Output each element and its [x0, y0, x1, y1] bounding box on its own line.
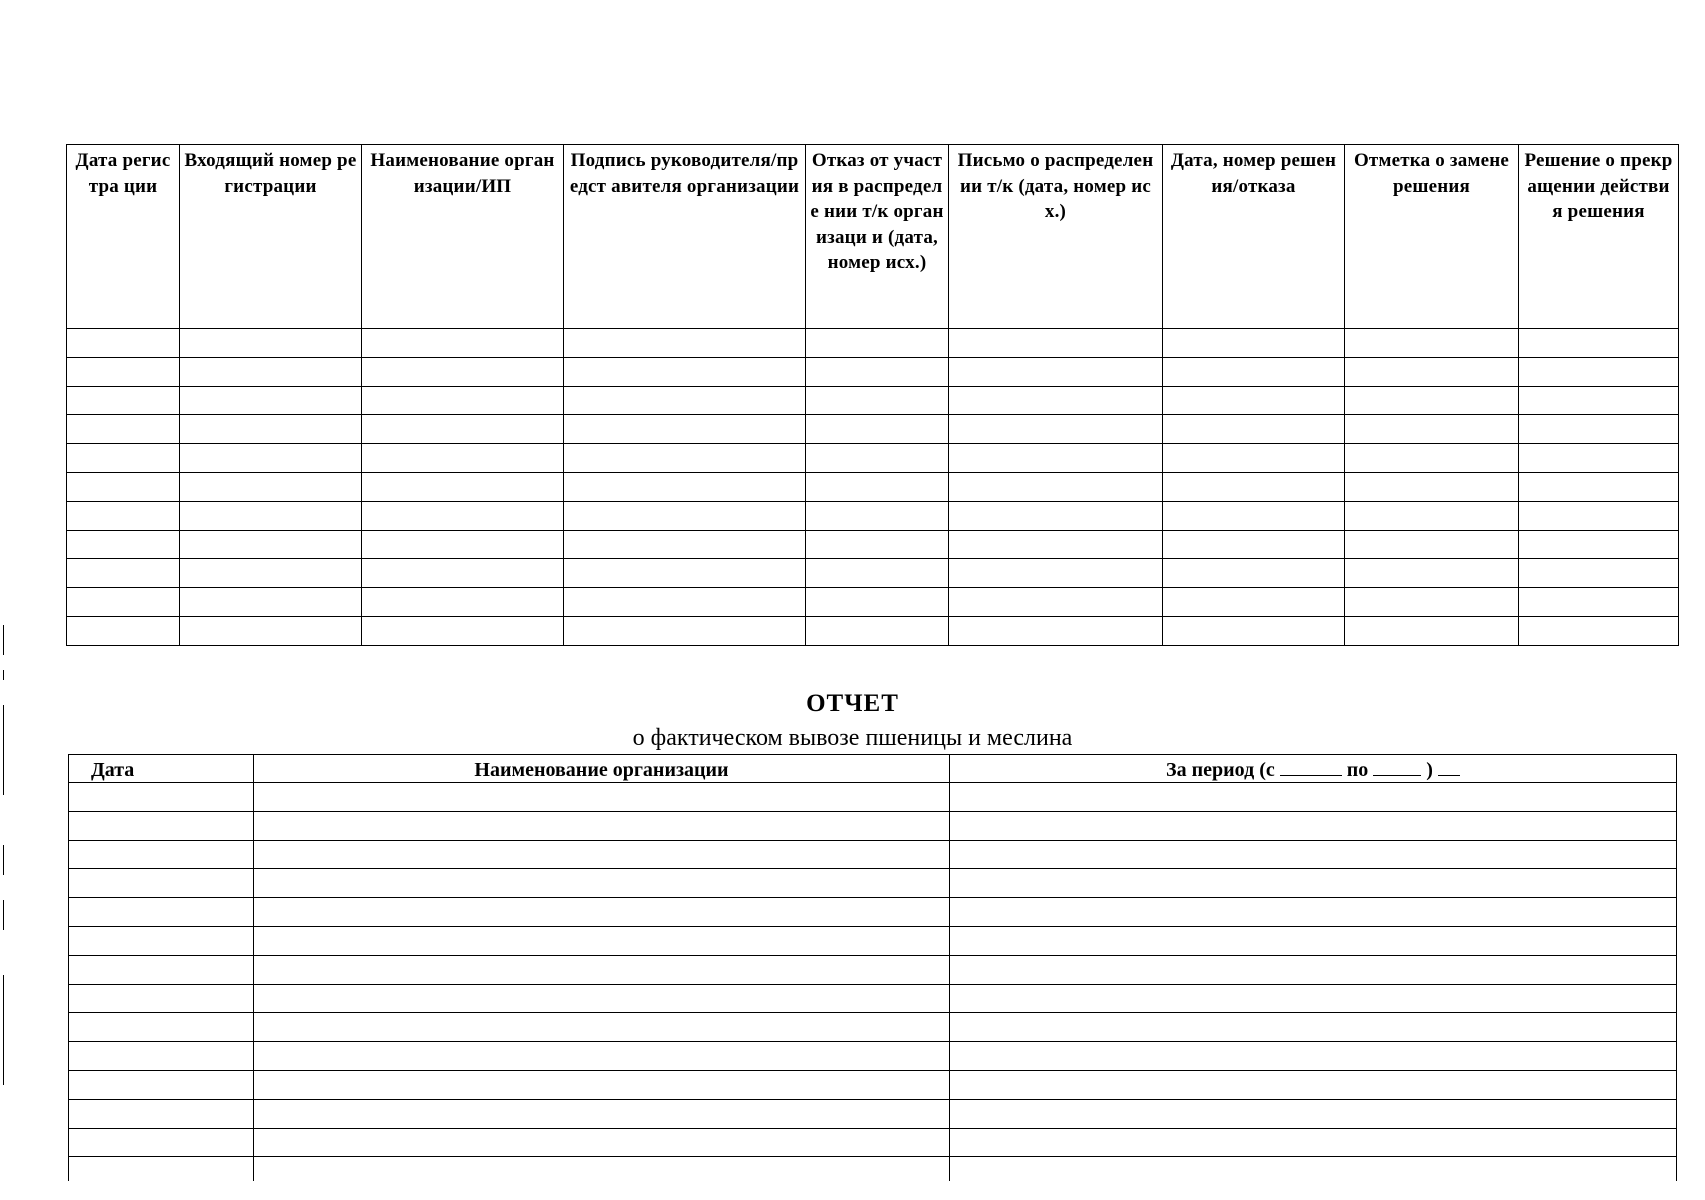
empty-cell	[806, 472, 949, 501]
empty-cell	[950, 926, 1677, 955]
empty-cell	[949, 357, 1163, 386]
scan-margin-mark	[3, 625, 4, 655]
registration-col-header: Отказ от участия в распределе нии т/к организаци и (дата, номер исх.)	[806, 145, 949, 329]
empty-cell	[950, 783, 1677, 812]
empty-cell	[362, 415, 564, 444]
table-row	[69, 869, 1677, 898]
empty-cell	[806, 386, 949, 415]
empty-cell	[1163, 357, 1345, 386]
empty-cell	[949, 588, 1163, 617]
empty-cell	[806, 357, 949, 386]
empty-cell	[362, 357, 564, 386]
empty-cell	[1345, 530, 1519, 559]
table-row	[67, 329, 1679, 358]
empty-cell	[564, 559, 806, 588]
table-row	[69, 1013, 1677, 1042]
table-row	[67, 616, 1679, 645]
empty-cell	[180, 559, 362, 588]
empty-cell	[950, 1157, 1677, 1182]
empty-cell	[67, 329, 180, 358]
period-to-blank	[1373, 757, 1421, 776]
empty-cell	[67, 444, 180, 473]
empty-cell	[69, 783, 254, 812]
scan-margin-mark	[3, 670, 4, 680]
empty-cell	[1163, 616, 1345, 645]
empty-cell	[1519, 559, 1679, 588]
registration-col-header: Решение о прекращении действия решения	[1519, 145, 1679, 329]
table-row	[67, 415, 1679, 444]
empty-cell	[564, 329, 806, 358]
table-row	[67, 386, 1679, 415]
table-row	[69, 1042, 1677, 1071]
table-row	[69, 955, 1677, 984]
empty-cell	[67, 472, 180, 501]
empty-cell	[949, 616, 1163, 645]
empty-cell	[1519, 415, 1679, 444]
empty-cell	[254, 1157, 950, 1182]
empty-cell	[254, 1099, 950, 1128]
empty-cell	[67, 357, 180, 386]
empty-cell	[254, 926, 950, 955]
table-row	[67, 472, 1679, 501]
empty-cell	[362, 329, 564, 358]
empty-cell	[254, 898, 950, 927]
empty-cell	[950, 1070, 1677, 1099]
empty-cell	[806, 329, 949, 358]
report-col-period	[950, 755, 1677, 783]
empty-cell	[564, 386, 806, 415]
empty-cell	[180, 444, 362, 473]
empty-cell	[1163, 444, 1345, 473]
report-table	[68, 754, 1677, 1181]
empty-cell	[180, 357, 362, 386]
registration-col-header: Отметка о замене решения	[1345, 145, 1519, 329]
empty-cell	[949, 329, 1163, 358]
empty-cell	[1345, 559, 1519, 588]
empty-cell	[949, 444, 1163, 473]
empty-cell	[180, 530, 362, 559]
empty-cell	[254, 869, 950, 898]
empty-cell	[1163, 329, 1345, 358]
period-prefix: За период (с	[1166, 759, 1275, 781]
empty-cell	[806, 588, 949, 617]
table-row	[67, 559, 1679, 588]
empty-cell	[1519, 616, 1679, 645]
empty-cell	[949, 472, 1163, 501]
empty-cell	[950, 1099, 1677, 1128]
report-table-body	[69, 783, 1677, 1182]
empty-cell	[950, 1013, 1677, 1042]
report-col-organization: Наименование организации	[254, 755, 950, 783]
empty-cell	[362, 501, 564, 530]
empty-cell	[950, 955, 1677, 984]
empty-cell	[362, 559, 564, 588]
empty-cell	[806, 501, 949, 530]
empty-cell	[806, 559, 949, 588]
empty-cell	[69, 1013, 254, 1042]
empty-cell	[362, 386, 564, 415]
empty-cell	[254, 1070, 950, 1099]
registration-col-header: Дата регистра ции	[67, 145, 180, 329]
empty-cell	[180, 588, 362, 617]
period-middle: по	[1346, 759, 1369, 781]
table-row	[69, 926, 1677, 955]
empty-cell	[1163, 472, 1345, 501]
empty-cell	[69, 840, 254, 869]
empty-cell	[1163, 530, 1345, 559]
empty-cell	[1345, 329, 1519, 358]
report-title: ОТЧЕТ	[806, 690, 899, 717]
empty-cell	[254, 984, 950, 1013]
empty-cell	[950, 898, 1677, 927]
empty-cell	[1345, 588, 1519, 617]
empty-cell	[564, 501, 806, 530]
empty-cell	[254, 811, 950, 840]
empty-cell	[1519, 386, 1679, 415]
empty-cell	[254, 1013, 950, 1042]
empty-cell	[362, 616, 564, 645]
empty-cell	[564, 616, 806, 645]
empty-cell	[254, 783, 950, 812]
empty-cell	[254, 1128, 950, 1157]
empty-cell	[180, 501, 362, 530]
empty-cell	[564, 357, 806, 386]
table-row	[69, 783, 1677, 812]
empty-cell	[362, 530, 564, 559]
empty-cell	[180, 329, 362, 358]
empty-cell	[1519, 472, 1679, 501]
empty-cell	[1345, 501, 1519, 530]
empty-cell	[254, 1042, 950, 1071]
table-row	[69, 811, 1677, 840]
empty-cell	[1519, 329, 1679, 358]
empty-cell	[67, 415, 180, 444]
empty-cell	[949, 386, 1163, 415]
empty-cell	[1345, 444, 1519, 473]
empty-cell	[67, 559, 180, 588]
empty-cell	[949, 501, 1163, 530]
empty-cell	[362, 588, 564, 617]
empty-cell	[564, 415, 806, 444]
empty-cell	[254, 840, 950, 869]
table-row	[69, 984, 1677, 1013]
empty-cell	[950, 1128, 1677, 1157]
registration-col-header: Дата, номер решения/отказа	[1163, 145, 1345, 329]
empty-cell	[1163, 386, 1345, 415]
empty-cell	[67, 616, 180, 645]
empty-cell	[69, 898, 254, 927]
empty-cell	[67, 386, 180, 415]
empty-cell	[950, 811, 1677, 840]
empty-cell	[180, 386, 362, 415]
empty-cell	[1163, 501, 1345, 530]
empty-cell	[1345, 472, 1519, 501]
empty-cell	[67, 588, 180, 617]
scan-margin-mark	[3, 845, 4, 875]
empty-cell	[1163, 588, 1345, 617]
empty-cell	[67, 501, 180, 530]
scan-margin-mark	[3, 900, 4, 930]
registration-col-header: Входящий номер регистрации	[180, 145, 362, 329]
empty-cell	[69, 1128, 254, 1157]
empty-cell	[950, 869, 1677, 898]
empty-cell	[1519, 444, 1679, 473]
report-col-date: Дата	[69, 755, 254, 783]
registration-col-header: Подпись руководителя/предст авителя организации	[564, 145, 806, 329]
empty-cell	[564, 472, 806, 501]
empty-cell	[180, 415, 362, 444]
empty-cell	[564, 530, 806, 559]
table-row	[67, 357, 1679, 386]
registration-table-body	[67, 329, 1679, 646]
empty-cell	[69, 811, 254, 840]
empty-cell	[69, 984, 254, 1013]
table-row	[69, 840, 1677, 869]
empty-cell	[69, 1157, 254, 1182]
table-row	[67, 444, 1679, 473]
empty-cell	[69, 926, 254, 955]
empty-cell	[69, 1042, 254, 1071]
table-row	[69, 1157, 1677, 1182]
empty-cell	[1519, 357, 1679, 386]
empty-cell	[564, 444, 806, 473]
period-from-blank	[1280, 757, 1342, 776]
empty-cell	[67, 530, 180, 559]
empty-cell	[950, 840, 1677, 869]
empty-cell	[362, 444, 564, 473]
registration-col-header: Наименование организации/ИП	[362, 145, 564, 329]
empty-cell	[806, 415, 949, 444]
empty-cell	[1345, 415, 1519, 444]
empty-cell	[806, 444, 949, 473]
empty-cell	[69, 955, 254, 984]
empty-cell	[949, 415, 1163, 444]
empty-cell	[254, 955, 950, 984]
empty-cell	[564, 588, 806, 617]
empty-cell	[1163, 559, 1345, 588]
registration-table	[66, 144, 1679, 646]
table-row	[69, 1099, 1677, 1128]
empty-cell	[362, 472, 564, 501]
table-row	[67, 588, 1679, 617]
empty-cell	[1519, 588, 1679, 617]
empty-cell	[180, 616, 362, 645]
empty-cell	[950, 1042, 1677, 1071]
scan-margin-mark	[3, 975, 4, 1085]
table-row	[67, 530, 1679, 559]
empty-cell	[69, 869, 254, 898]
empty-cell	[1345, 357, 1519, 386]
empty-cell	[950, 984, 1677, 1013]
registration-header-row	[67, 145, 1679, 329]
period-suffix: )	[1426, 759, 1433, 781]
table-row	[69, 898, 1677, 927]
empty-cell	[1345, 386, 1519, 415]
report-subtitle: о фактическом вывозе пшеницы и меслина	[632, 725, 1073, 751]
empty-cell	[1345, 616, 1519, 645]
empty-cell	[69, 1099, 254, 1128]
empty-cell	[180, 472, 362, 501]
empty-cell	[949, 559, 1163, 588]
table-row	[69, 1070, 1677, 1099]
empty-cell	[1163, 415, 1345, 444]
empty-cell	[1519, 501, 1679, 530]
period-tail-blank	[1438, 757, 1460, 776]
table-row	[67, 501, 1679, 530]
empty-cell	[69, 1070, 254, 1099]
report-header-row	[69, 755, 1677, 783]
registration-col-header: Письмо о распределении т/к (дата, номер исх.)	[949, 145, 1163, 329]
empty-cell	[806, 616, 949, 645]
table-row	[69, 1128, 1677, 1157]
empty-cell	[949, 530, 1163, 559]
empty-cell	[806, 530, 949, 559]
empty-cell	[1519, 530, 1679, 559]
